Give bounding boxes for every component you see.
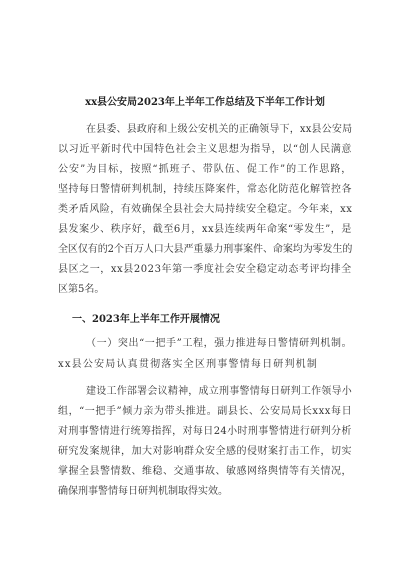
paragraph-line: 在县委、县政府和上级公安机关的正确领导下，xx县公安局 — [86, 124, 353, 135]
paragraph-line: xx县公安局认真贯彻落实全区刑事警情每日研判机制 — [58, 359, 319, 370]
paragraph-line: 掌握全县警情数、维稳、交通事故、敏感网络舆情等有关情况， — [58, 466, 352, 477]
document-title: xx县公安局2023年上半年工作总结及下半年工作计划 — [85, 97, 325, 108]
subsection-heading: （一）突出“一把手”工程，强力推进每日警情研判机制。 — [86, 338, 353, 349]
paragraph-line: 组，“一把手”倾力亲为带头推进。副县长、公安局局长xxx每日 — [58, 406, 353, 417]
paragraph-line: 类矛盾风险，有效确保全县社会大局持续安全稳定。今年来，xx — [58, 204, 353, 215]
paragraph-line: 以习近平新时代中国特色社会主义思想为指导，以“创人民满意 — [58, 144, 353, 155]
paragraph-line: 县区之一，xx县2023年第一季度社会安全稳定动态考评均排全 — [58, 264, 352, 275]
paragraph-line: 区第5名。 — [58, 284, 105, 295]
paragraph-line: 研究发案规律，加大对影响群众安全感的侵财案打击工作，切实 — [58, 446, 352, 457]
paragraph-line: 对刑事警情进行统筹指挥，对每日24小时刑事警情进行研判分析 — [58, 426, 352, 437]
section-heading: 一、2023年上半年工作开展情况 — [72, 314, 220, 325]
paragraph-line: 公安”为目标，按照“抓班子、带队伍、促工作”的工作思路， — [58, 164, 353, 175]
paragraph-line: 全区仅有的2个百万人口大县严重暴力刑事案件、命案均为零发生的 — [58, 244, 353, 255]
paragraph-line: 建设工作部署会议精神，成立刑事警情每日研判工作领导小 — [86, 386, 352, 397]
paragraph-line: 坚持每日警情研判机制，持续压降案件，常态化防范化解管控各 — [58, 184, 352, 195]
paragraph-line: 县发案少、秩序好，截至6月，xx县连续两年命案“零发生”，是 — [58, 224, 352, 235]
paragraph-line: 确保刑事警情每日研判机制取得实效。 — [58, 486, 228, 497]
